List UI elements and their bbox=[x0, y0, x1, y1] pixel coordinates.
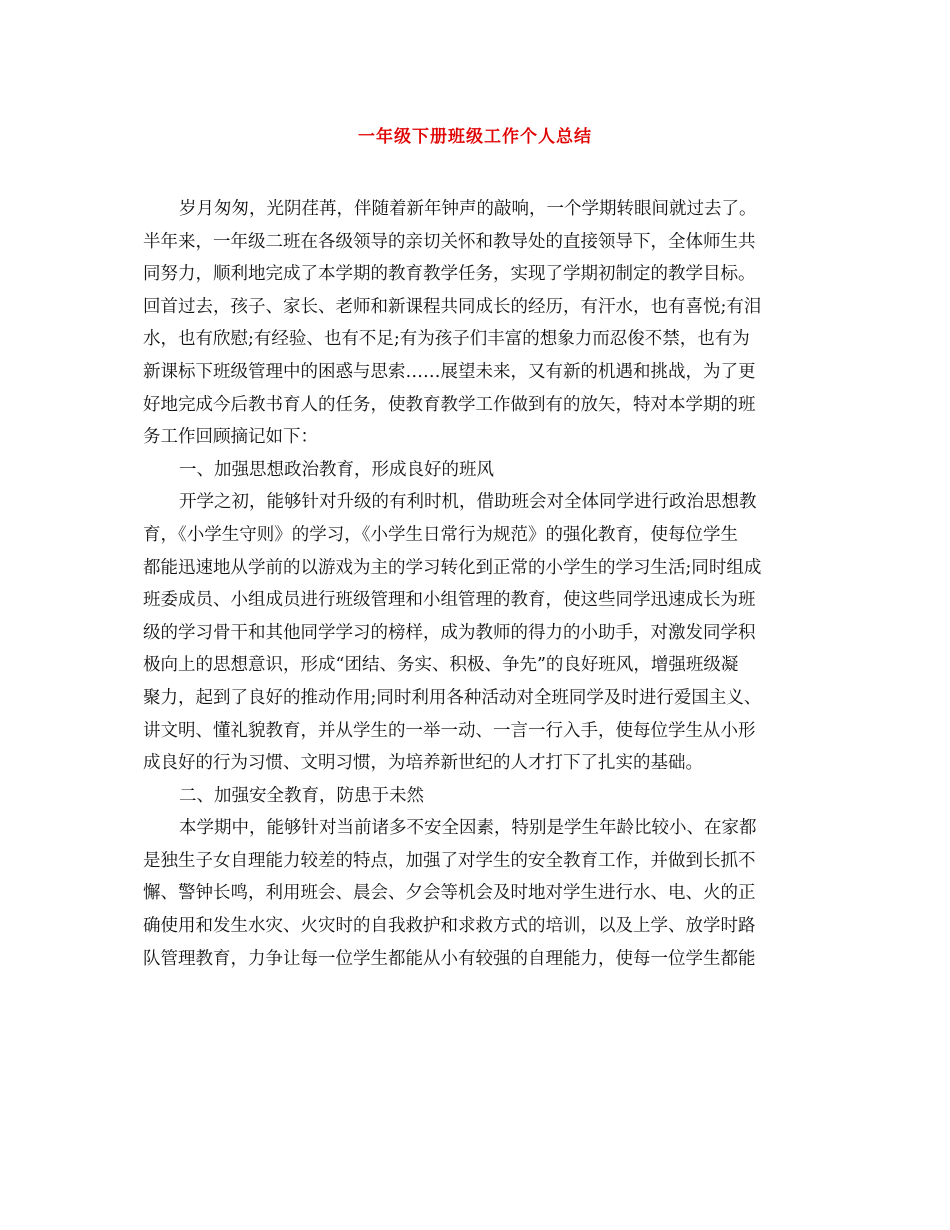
paragraph-line: 务工作回顾摘记如下： bbox=[143, 427, 318, 448]
paragraph-line: 好地完成今后教书育人的任务，使教育教学工作做到有的放矢，特对本学期的班 bbox=[143, 394, 756, 415]
paragraph-line: 讲文明、懂礼貌教育，并从学生的一举一动、一言一行入手，使每位学生从小形 bbox=[143, 720, 756, 741]
paragraph-line: 本学期中，能够针对当前诸多不安全因素，特别是学生年龄比较小、在家都 bbox=[179, 818, 757, 839]
paragraph-line: 都能迅速地从学前的以游戏为主的学习转化到正常的小学生的学习生活;同时组成 bbox=[143, 557, 762, 578]
paragraph-line: 聚力，起到了良好的推动作用;同时利用各种活动对全班同学及时进行爱国主义、 bbox=[143, 687, 762, 708]
paragraph-line: 班委成员、小组成员进行班级管理和小组管理的教育，使这些同学迅速成长为班 bbox=[143, 590, 756, 611]
paragraph-line: 二、加强安全教育，防患于未然 bbox=[179, 785, 424, 806]
paragraph-line: 育，《小学生守则》的学习，《小学生日常行为规范》的强化教育，使每位学生 bbox=[143, 524, 738, 545]
document-title: 一年级下册班级工作个人总结 bbox=[358, 127, 592, 147]
paragraph-line: 极向上的思想意识，形成“团结、务实、积极、争先”的良好班风，增强班级凝 bbox=[143, 655, 739, 676]
paragraph-line: 新课标下班级管理中的困惑与思索……展望未来，又有新的机遇和挑战，为了更 bbox=[143, 361, 756, 382]
paragraph-line: 成良好的行为习惯、文明习惯，为培养新世纪的人才打下了扎实的基础。 bbox=[143, 753, 703, 774]
document-body bbox=[143, 193, 805, 975]
paragraph-line: 懈、警钟长鸣，利用班会、晨会、夕会等机会及时地对学生进行水、电、火的正 bbox=[143, 883, 756, 904]
paragraph-line: 回首过去，孩子、家长、老师和新课程共同成长的经历，有汗水，也有喜悦;有泪 bbox=[143, 296, 762, 317]
paragraph-line: 一、加强思想政治教育，形成良好的班风 bbox=[179, 459, 494, 480]
paragraph-line: 队管理教育，力争让每一位学生都能从小有较强的自理能力，使每一位学生都能 bbox=[143, 948, 756, 969]
paragraph-line: 确使用和发生水灾、火灾时的自我救护和求救方式的培训，以及上学、放学时路 bbox=[143, 916, 756, 937]
paragraph-line: 半年来，一年级二班在各级领导的亲切关怀和教导处的直接领导下，全体师生共 bbox=[143, 231, 756, 252]
paragraph-line: 是独生子女自理能力较差的特点，加强了对学生的安全教育工作，并做到长抓不 bbox=[143, 850, 756, 871]
paragraph-line: 开学之初，能够针对升级的有利时机，借助班会对全体同学进行政治思想教 bbox=[179, 492, 757, 513]
paragraph-line: 同努力，顺利地完成了本学期的教育教学任务，实现了学期初制定的教学目标。 bbox=[143, 264, 756, 285]
paragraph-line: 岁月匆匆，光阴荏苒，伴随着新年钟声的敲响，一个学期转眼间就过去了。 bbox=[179, 199, 757, 219]
paragraph-line: 水，也有欣慰;有经验、也有不足;有为孩子们丰富的想象力而忍俊不禁，也有为 bbox=[143, 329, 750, 350]
paragraph-line: 级的学习骨干和其他同学学习的榜样，成为教师的得力的小助手，对激发同学积 bbox=[143, 622, 756, 643]
